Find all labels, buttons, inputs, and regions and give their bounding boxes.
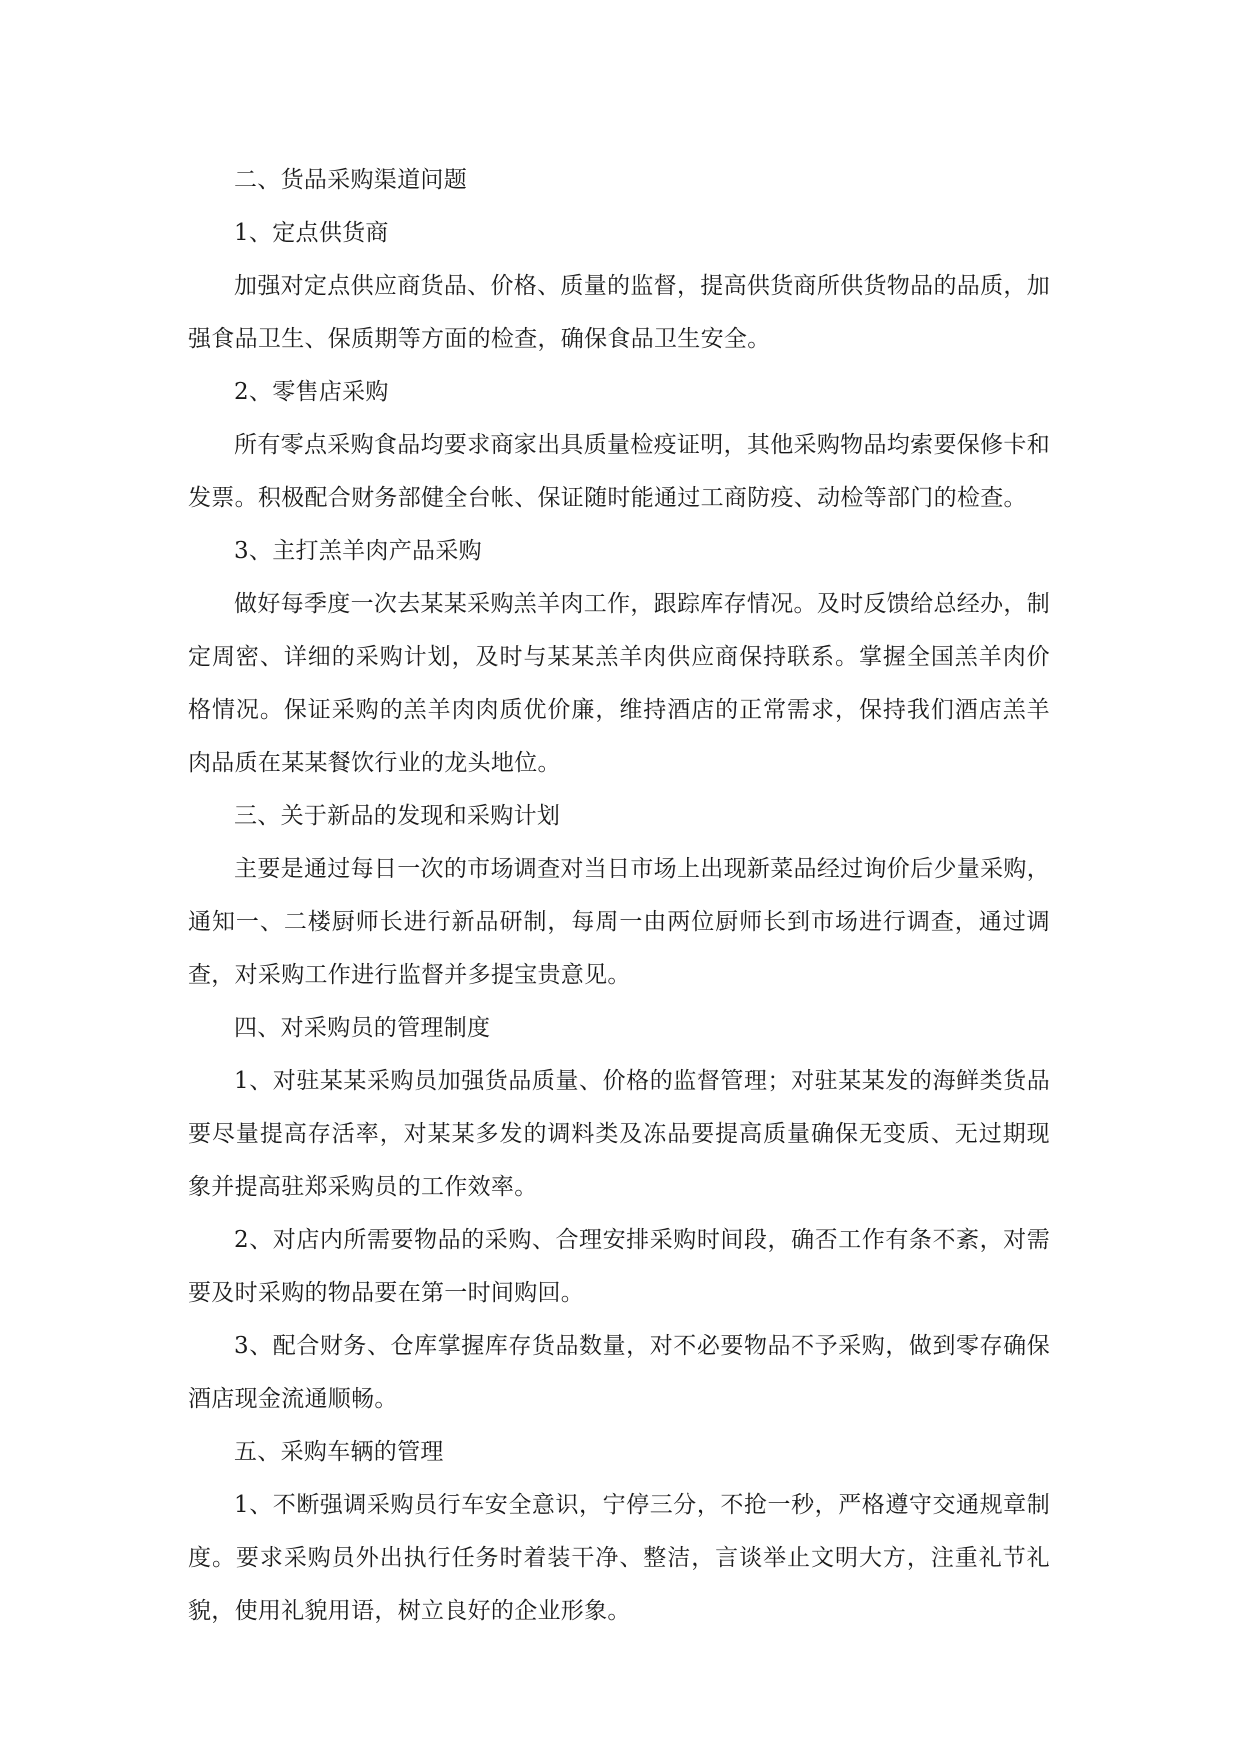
paragraph-buyer-management-3: 3、配合财务、仓库掌握库存货品数量，对不必要物品不予采购，做到零存确保酒店现金流通顺畅。 <box>188 1333 1050 1412</box>
section-heading-4: 四、对采购员的管理制度 <box>234 1015 491 1041</box>
paragraph-fixed-supplier: 加强对定点供应商货品、价格、质量的监督，提高供货商所供货物品的品质，加强食品卫生、保质期等方面的检查，确保食品卫生安全。 <box>188 273 1050 352</box>
paragraph-lamb-purchase: 做好每季度一次去某某采购羔羊肉工作，跟踪库存情况。及时反馈给总经办，制定周密、详细的采购计划，及时与某某羔羊肉供应商保持联系。掌握全国羔羊肉价格情况。保证采购的羔羊肉肉质优价廉，维持酒店的正常需求，保持我们酒店羔羊肉品质在某某餐饮行业的龙头地位。 <box>188 591 1050 776</box>
section-heading-5: 五、采购车辆的管理 <box>234 1439 444 1465</box>
paragraph-vehicle-management-1: 1、不断强调采购员行车安全意识，宁停三分，不抢一秒，严格遵守交通规章制度。要求采购员外出执行任务时着装干净、整洁，言谈举止文明大方，注重礼节礼貌，使用礼貌用语，树立良好的企业形象。 <box>188 1492 1050 1624</box>
subheading-lamb-purchase: 3、主打羔羊肉产品采购 <box>234 538 482 564</box>
section-heading-3: 三、关于新品的发现和采购计划 <box>234 803 561 829</box>
document-body <box>188 154 1050 1638</box>
paragraph-retail-purchase: 所有零点采购食品均要求商家出具质量检疫证明，其他采购物品均索要保修卡和发票。积极配合财务部健全台帐、保证随时能通过工商防疫、动检等部门的检查。 <box>188 432 1050 511</box>
section-heading-2: 二、货品采购渠道问题 <box>234 167 467 193</box>
paragraph-new-products: 主要是通过每日一次的市场调查对当日市场上出现新菜品经过询价后少量采购，通知一、二楼厨师长进行新品研制，每周一由两位厨师长到市场进行调查，通过调查，对采购工作进行监督并多提宝贵意见。 <box>188 856 1050 988</box>
paragraph-buyer-management-1: 1、对驻某某采购员加强货品质量、价格的监督管理；对驻某某发的海鲜类货品要尽量提高存活率，对某某多发的调料类及冻品要提高质量确保无变质、无过期现象并提高驻郑采购员的工作效率。 <box>188 1068 1050 1200</box>
subheading-fixed-supplier: 1、定点供货商 <box>234 220 389 246</box>
paragraph-buyer-management-2: 2、对店内所需要物品的采购、合理安排采购时间段，确否工作有条不紊，对需要及时采购的物品要在第一时间购回。 <box>188 1227 1050 1306</box>
subheading-retail-purchase: 2、零售店采购 <box>234 379 389 405</box>
